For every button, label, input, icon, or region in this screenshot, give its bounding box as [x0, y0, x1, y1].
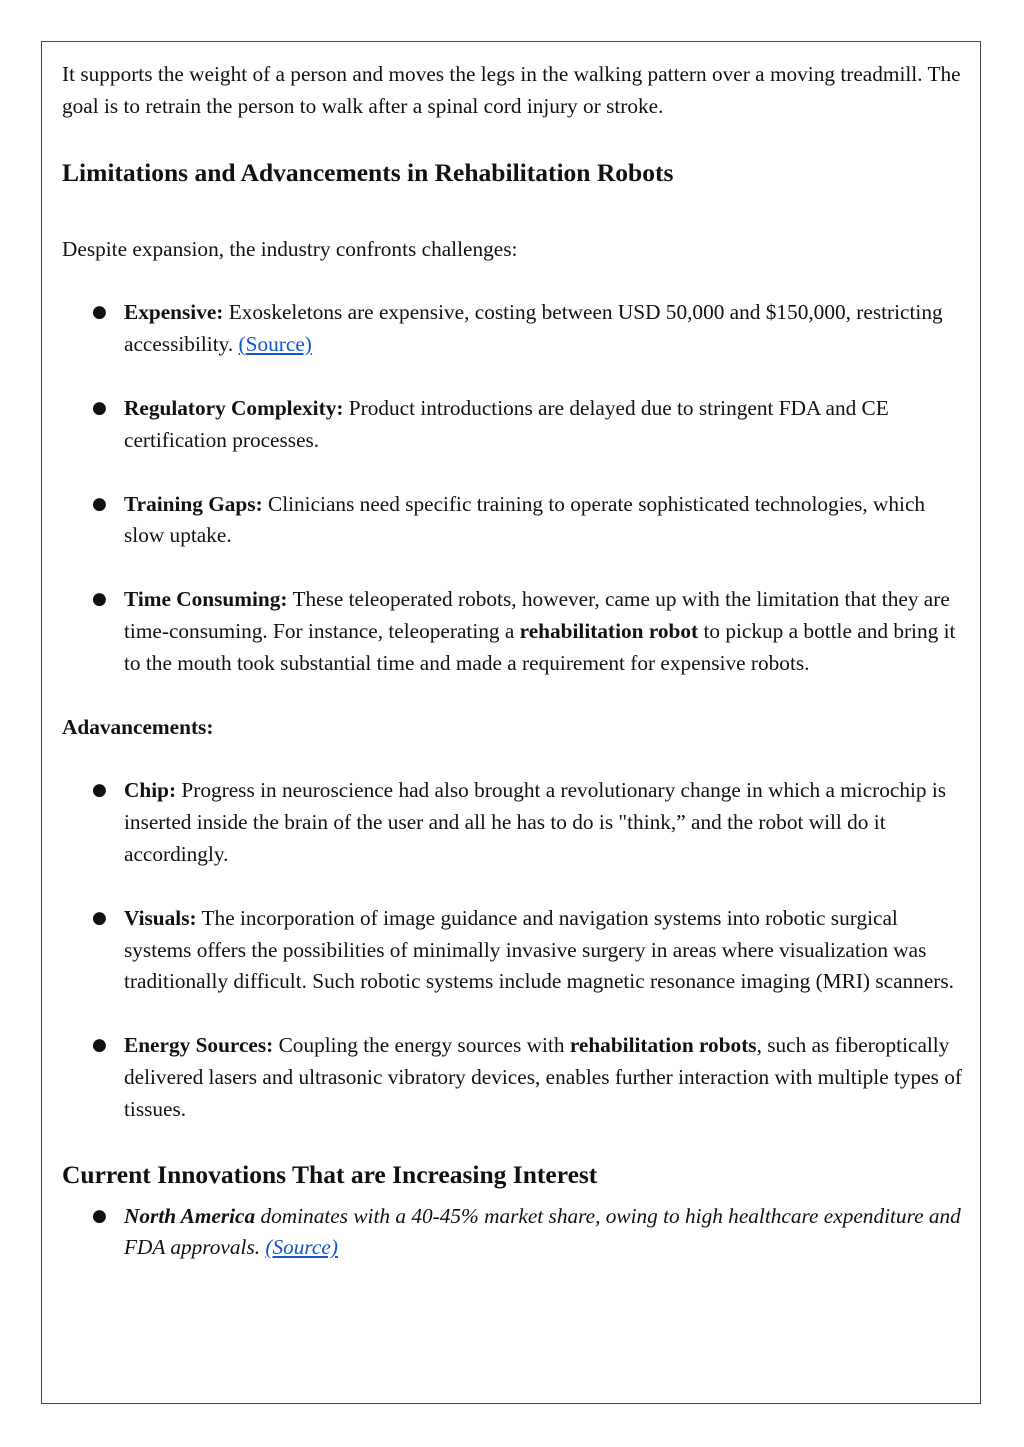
bullet-icon: ●	[92, 589, 107, 610]
item-label: Energy Sources:	[124, 1033, 274, 1058]
innovations-list	[62, 1201, 967, 1265]
list-item-energy-sources	[62, 1030, 967, 1125]
intro-paragraph: It supports the weight of a person and moves the legs in the walking pattern over a moving treadmill. The goal is to retrain the person to walk after a spinal cord injury or stroke.	[62, 62, 961, 118]
item-text: The incorporation of image guidance and navigation systems into robotic surgical systems offers the possibilities of minimally invasive surgery in areas where visualization was traditionally difficult. Such robotic systems include magnetic resonance imaging (MRI) scanners.	[124, 905, 954, 994]
innovations-heading: Current Innovations That are Increasing Interest	[62, 1159, 598, 1189]
bullet-icon: ●	[92, 1205, 107, 1226]
bullet-icon: ●	[92, 907, 107, 928]
bullet-icon: ●	[92, 493, 107, 514]
list-item-time-consuming	[62, 584, 967, 679]
list-item-expensive	[62, 297, 967, 361]
item-bold-term: rehabilitation robot	[519, 618, 699, 643]
advancements-list	[62, 775, 967, 1125]
document-content	[62, 59, 967, 1264]
list-item-chip	[62, 775, 967, 870]
list-item-regulatory	[62, 393, 967, 457]
item-label: Training Gaps:	[124, 491, 263, 516]
item-label: Visuals:	[124, 905, 197, 930]
source-link[interactable]: (Source)	[238, 332, 312, 357]
limitations-heading: Limitations and Advancements in Rehabilitation Robots	[62, 157, 674, 187]
limitations-list	[62, 297, 967, 679]
list-item-training	[62, 489, 967, 553]
bullet-icon: ●	[92, 397, 107, 418]
bullet-icon: ●	[92, 302, 107, 323]
list-item-visuals	[62, 903, 967, 998]
bullet-icon: ●	[92, 780, 107, 801]
item-bold-term: rehabilitation robots	[569, 1033, 757, 1058]
limitations-lead: Despite expansion, the industry confronts challenges:	[62, 236, 518, 261]
item-text: , such as fiberoptically delivered lasers and ultrasonic vibratory devices, enables further interaction with multiple types of tissues.	[124, 1033, 962, 1121]
item-text: These teleoperated robots, however, came up with the limitation that they are time-consuming. For instance, teleoperating a	[124, 587, 950, 643]
bullet-icon: ●	[92, 1035, 107, 1056]
item-label: Chip:	[124, 778, 177, 803]
list-item-north-america	[62, 1201, 967, 1265]
item-text: Clinicians need specific training to operate sophisticated technologies, which slow uptake.	[124, 491, 926, 548]
item-label: Time Consuming:	[124, 587, 288, 612]
item-label: Expensive:	[124, 300, 224, 325]
item-text: Exoskeletons are expensive, costing between USD 50,000 and $150,000, restricting accessibility.	[124, 300, 943, 357]
item-label: Regulatory Complexity:	[124, 395, 344, 420]
item-text: dominates with a 40-45% market share, owing to high healthcare expenditure and FDA approvals.	[124, 1203, 961, 1260]
item-text: Coupling the energy sources with	[273, 1033, 570, 1058]
item-text: to pickup a bottle and bring it to the mouth took substantial time and made a requirement for expensive robots.	[124, 618, 956, 675]
item-text: Product introductions are delayed due to stringent FDA and CE certification processes.	[124, 395, 889, 452]
source-link[interactable]: (Source)	[265, 1235, 338, 1260]
item-text: Progress in neuroscience had also brought a revolutionary change in which a microchip is inserted inside the brain of the user and all he has to do is "think,” and the robot will do it accordingly.	[124, 778, 947, 866]
item-label: North America	[124, 1203, 256, 1228]
advancements-heading: Adavancements:	[62, 714, 214, 739]
